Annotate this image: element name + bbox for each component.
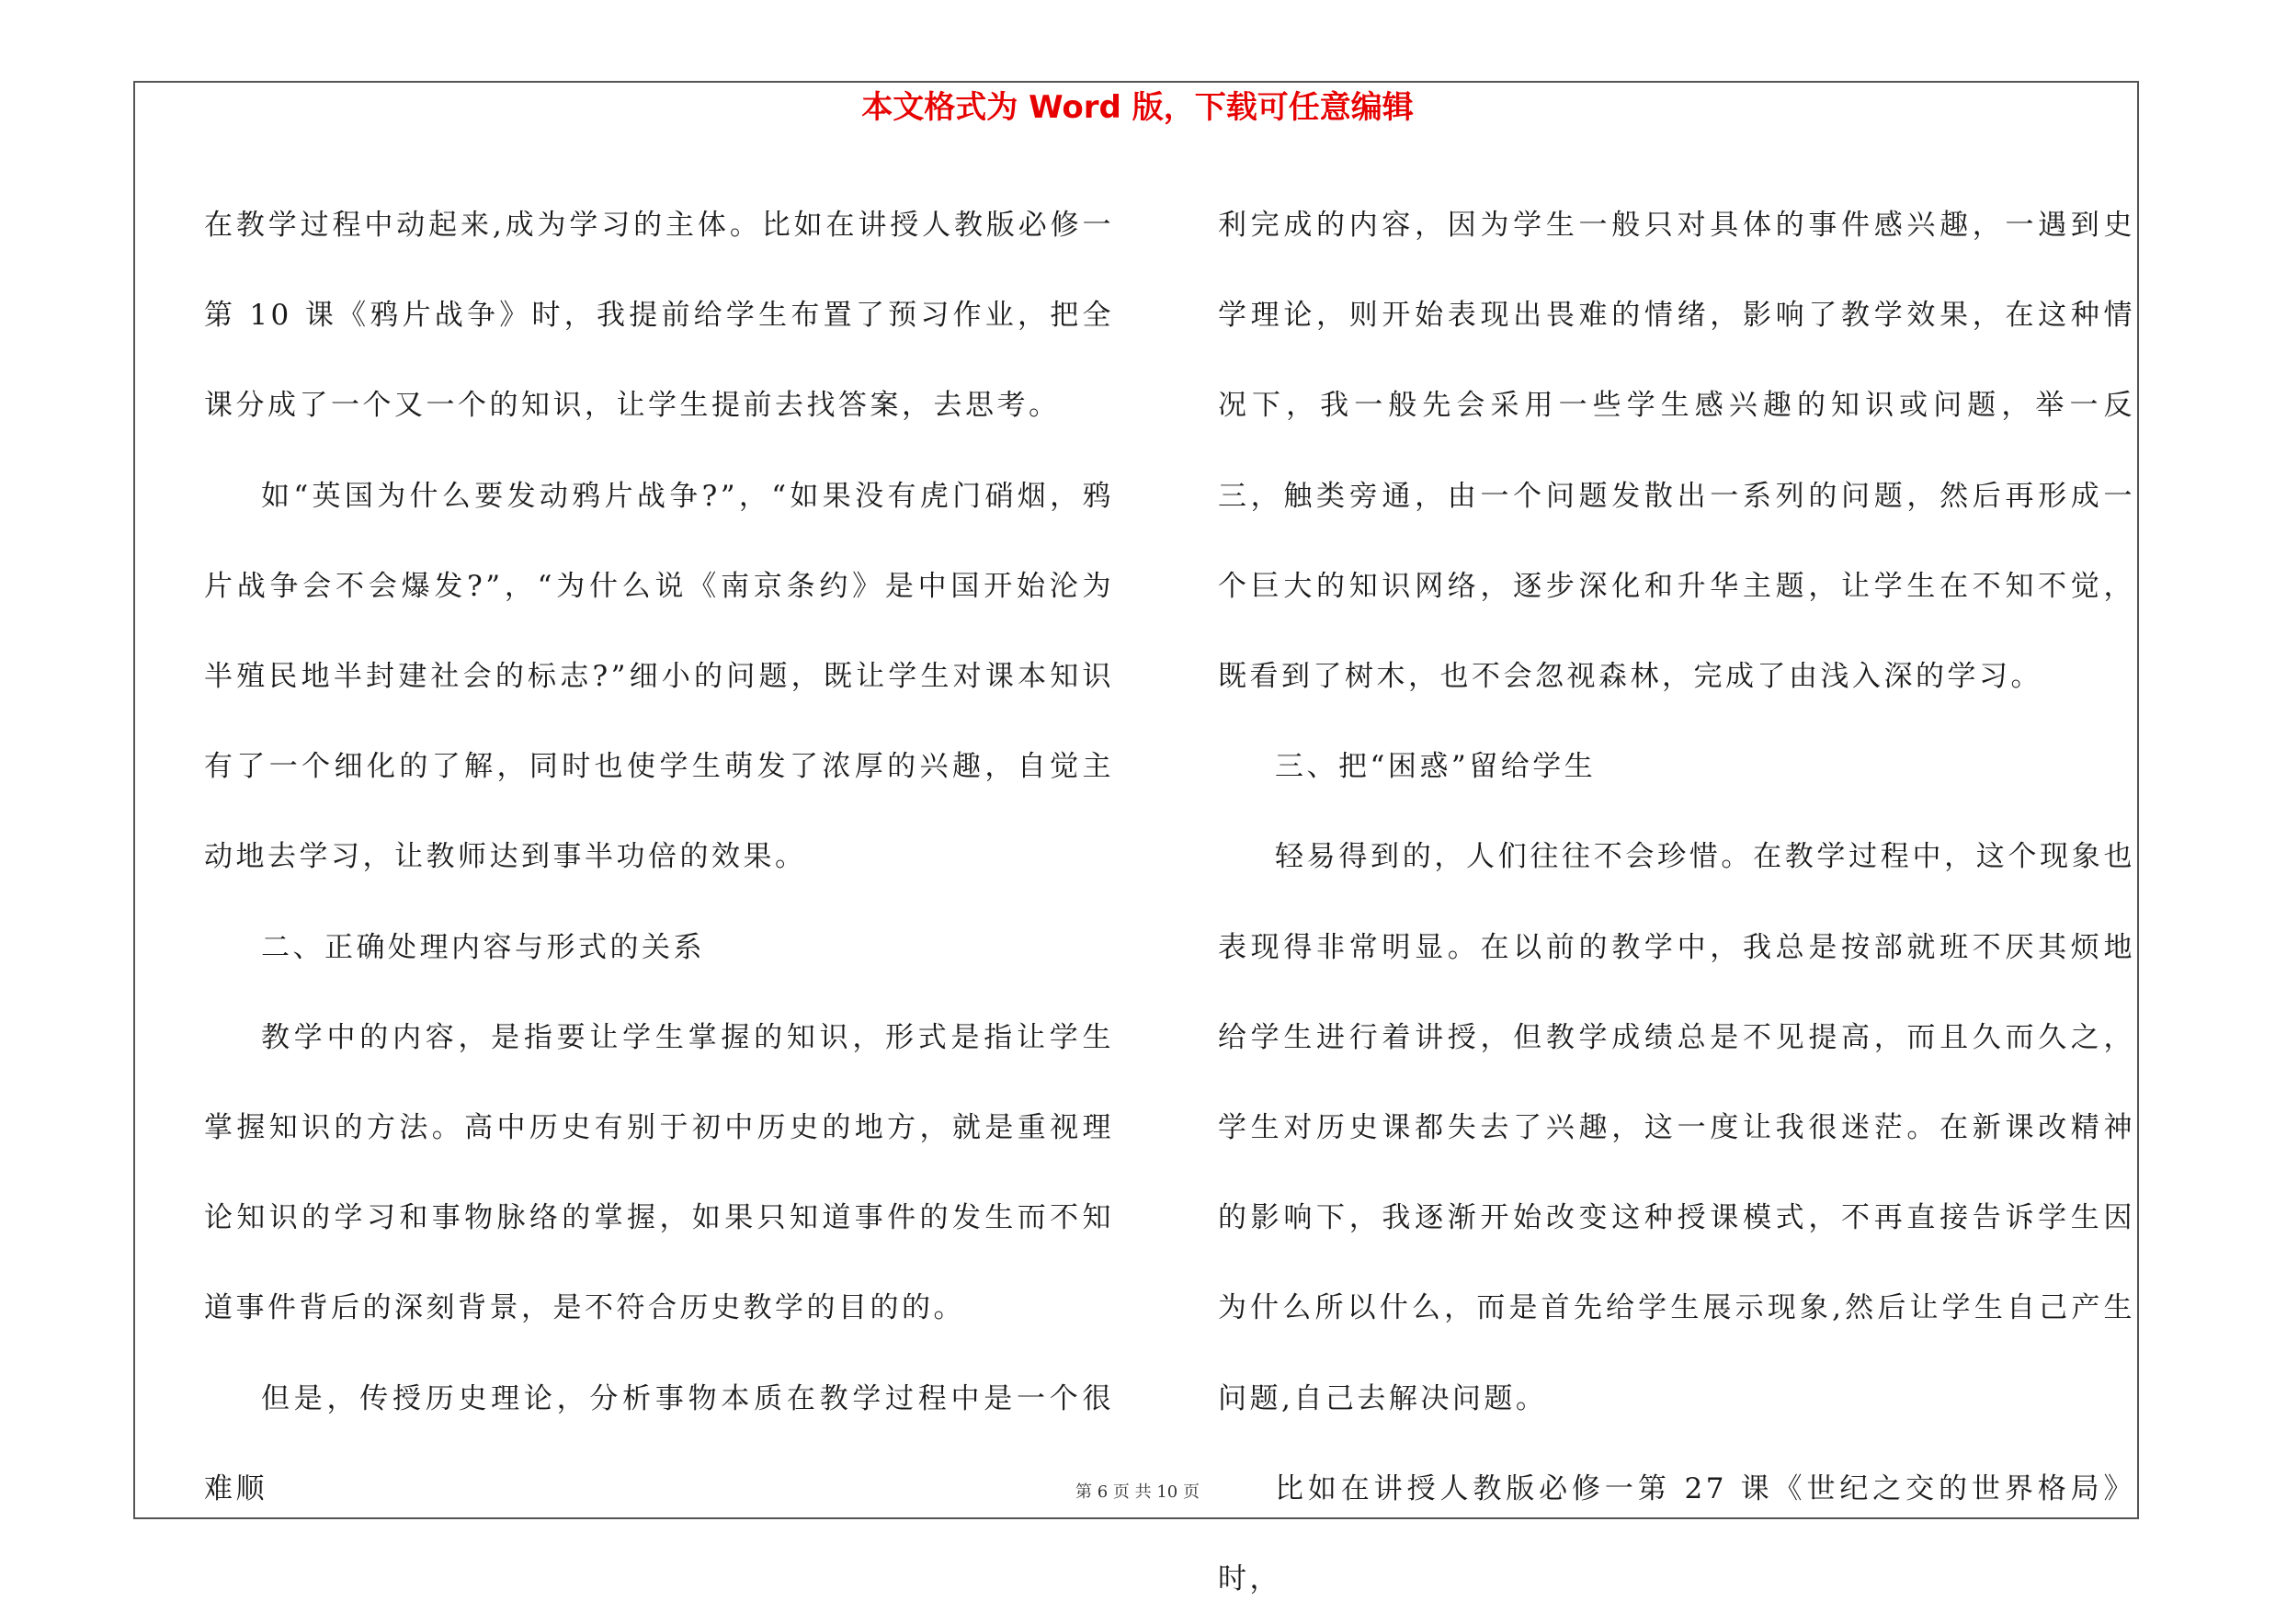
paragraph: 利完成的内容，因为学生一般只对具体的事件感兴趣，一遇到史学理论，则开始表现出畏难的情绪，影响了教学效果，在这种情况下，我一般先会采用一些学生感兴趣的知识或问题，举一反三，触类旁通，由一个问题发散出一系列的问题，然后再形成一个巨大的知识网络，逐步深化和升华主题，让学生在不知不觉，既看到了树木，也不会忽视森林，完成了由浅入深的学习。 (1218, 209, 2135, 694)
section-heading: 二、正确处理内容与形式的关系 (261, 930, 705, 964)
paragraph: 但是，传授历史理论，分析事物本质在教学过程中是一个很难顺 (204, 1381, 1114, 1505)
right-column (1218, 180, 2135, 1624)
paragraph: 在教学过程中动起来,成为学习的主体。比如在讲授人教版必修一第 10 课《鸦片战争》时，我提前给学生布置了预习作业，把全课分成了一个又一个的知识，让学生提前去找答案，去思考。 (204, 209, 1114, 423)
paragraph: 如“英国为什么要发动鸦片战争?”，“如果没有虎门硝烟，鸦片战争会不会爆发?”，“为什么说《南京条约》是中国开始沦为半殖民地半封建社会的标志?”细小的问题，既让学生对课本知识有了一个细化的了解，同时也使学生萌发了浓厚的兴趣，自觉主动地去学习，让教师达到事半功倍的效果。 (204, 479, 1114, 874)
page-number: 第 6 页 共 10 页 (1075, 1482, 1200, 1502)
paragraph: 轻易得到的，人们往往不会珍惜。在教学过程中，这个现象也表现得非常明显。在以前的教学中，我总是按部就班不厌其烦地给学生进行着讲授，但教学成绩总是不见提高，而且久而久之，学生对历史课都失去了兴趣，这一度让我很迷茫。在新课改精神的影响下，我逐渐开始改变这种授课模式，不再直接告诉学生因为什么所以什么，而是首先给学生展示现象,然后让学生自己产生问题,自己去解决问题。 (1218, 840, 2135, 1415)
header-banner: 本文格式为 Word 版，下载可任意编辑 (861, 89, 1414, 126)
paragraph: 比如在讲授人教版必修一第 27 课《世纪之交的世界格局》时， (1218, 1471, 2135, 1596)
section-heading: 三、把“困惑”留给学生 (1275, 750, 1597, 784)
paragraph: 教学中的内容，是指要让学生掌握的知识，形式是指让学生掌握知识的方法。高中历史有别于初中历史的地方，就是重视理论知识的学习和事物脉络的掌握，如果只知道事件的发生而不知道事件背后的深刻背景，是不符合历史教学的目的的。 (204, 1020, 1114, 1325)
left-column (204, 180, 1114, 1534)
